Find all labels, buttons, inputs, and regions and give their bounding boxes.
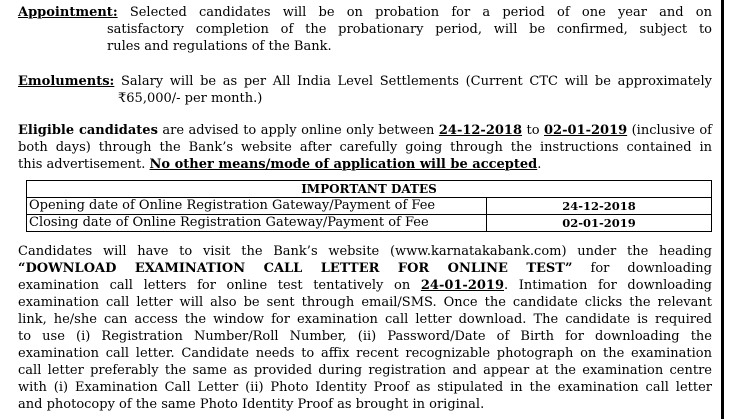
eligible-text-c: this advertisement. <box>18 157 150 172</box>
eligible-text-a: are advised to apply online only between <box>157 123 439 138</box>
table-row <box>27 215 712 232</box>
callletter-line-6: to use (i) Registration Number/Roll Number, (ii) Password/Date of Birth for downloading the <box>18 329 712 344</box>
callletter-line-3 <box>18 277 712 294</box>
appointment-line-3: rules and regulations of the Bank. <box>107 39 332 54</box>
eligible-lead: Eligible candidates <box>18 123 158 138</box>
opening-date-value: 24-12-2018 <box>487 198 712 215</box>
emoluments-line-2: ₹65,000/- per month.) <box>118 91 263 106</box>
callletter-line-5: link, he/she can access the window for examination call letter download. The candidate is required <box>18 312 712 327</box>
apply-end-date: 02-01-2019 <box>544 123 628 138</box>
emoluments-line-1 <box>18 73 712 90</box>
eligible-line-2: both days) through the Bank’s website after carefully going through the instructions contained in <box>18 140 712 155</box>
download-heading: “DOWNLOAD EXAMINATION CALL LETTER FOR ONLINE TEST” <box>18 261 573 276</box>
appointment-line-2: satisfactory completion of the probationary period, will be confirmed, subject to <box>107 22 712 37</box>
callletter-line-7: examination call letter. Candidate needs to affix recent recognizable photograph on the examination <box>18 346 712 361</box>
appointment-line-1 <box>18 4 712 21</box>
callletter-line-8: call letter preferably the same as provided during registration and appear at the examination centre <box>18 363 712 378</box>
appointment-label: Appointment: <box>18 5 118 20</box>
table-header-row <box>27 181 712 198</box>
callletter-line-10: and photocopy of the same Photo Identity Proof as brought in original. <box>18 397 485 412</box>
callletter-line-4: examination call letter will also be sent through email/SMS. Once the candidate clicks the relevant <box>18 295 712 310</box>
apply-start-date: 24-12-2018 <box>438 123 523 138</box>
callletter-text-d: . Intimation for downloading <box>504 278 712 293</box>
opening-date-label: Opening date of Online Registration Gateway/Payment of Fee <box>27 198 487 215</box>
emoluments-label: Emoluments: <box>18 74 115 89</box>
table-row <box>27 198 712 215</box>
eligible-to: to <box>522 123 544 138</box>
appointment-text: Selected candidates will be on probation for a period of one year and on <box>117 5 712 20</box>
closing-date-value: 02-01-2019 <box>487 215 712 232</box>
callletter-text-b: for downloading <box>572 261 712 276</box>
callletter-line-1: Candidates will have to visit the Bank’s website (www.karnatakabank.com) under the heading <box>18 244 712 259</box>
important-dates-header: IMPORTANT DATES <box>27 181 712 198</box>
eligible-period: . <box>537 157 542 172</box>
callletter-text-c: examination call letters for online test tentatively on <box>18 278 421 293</box>
closing-date-label: Closing date of Online Registration Gateway/Payment of Fee <box>27 215 487 232</box>
callletter-line-9: with (i) Examination Call Letter (ii) Photo Identity Proof as stipulated in the examination call letter <box>18 380 712 395</box>
no-other-mode-notice: No other means/mode of application will be accepted <box>149 157 538 172</box>
eligible-text-b: (inclusive of <box>627 123 712 138</box>
eligible-line-1 <box>18 122 712 139</box>
eligible-line-3 <box>18 156 541 173</box>
emoluments-text: Salary will be as per All India Level Settlements (Current CTC will be approximately <box>114 74 712 89</box>
callletter-date: 24-01-2019 <box>420 278 505 293</box>
callletter-line-2 <box>18 260 712 277</box>
important-dates-table <box>26 180 712 232</box>
